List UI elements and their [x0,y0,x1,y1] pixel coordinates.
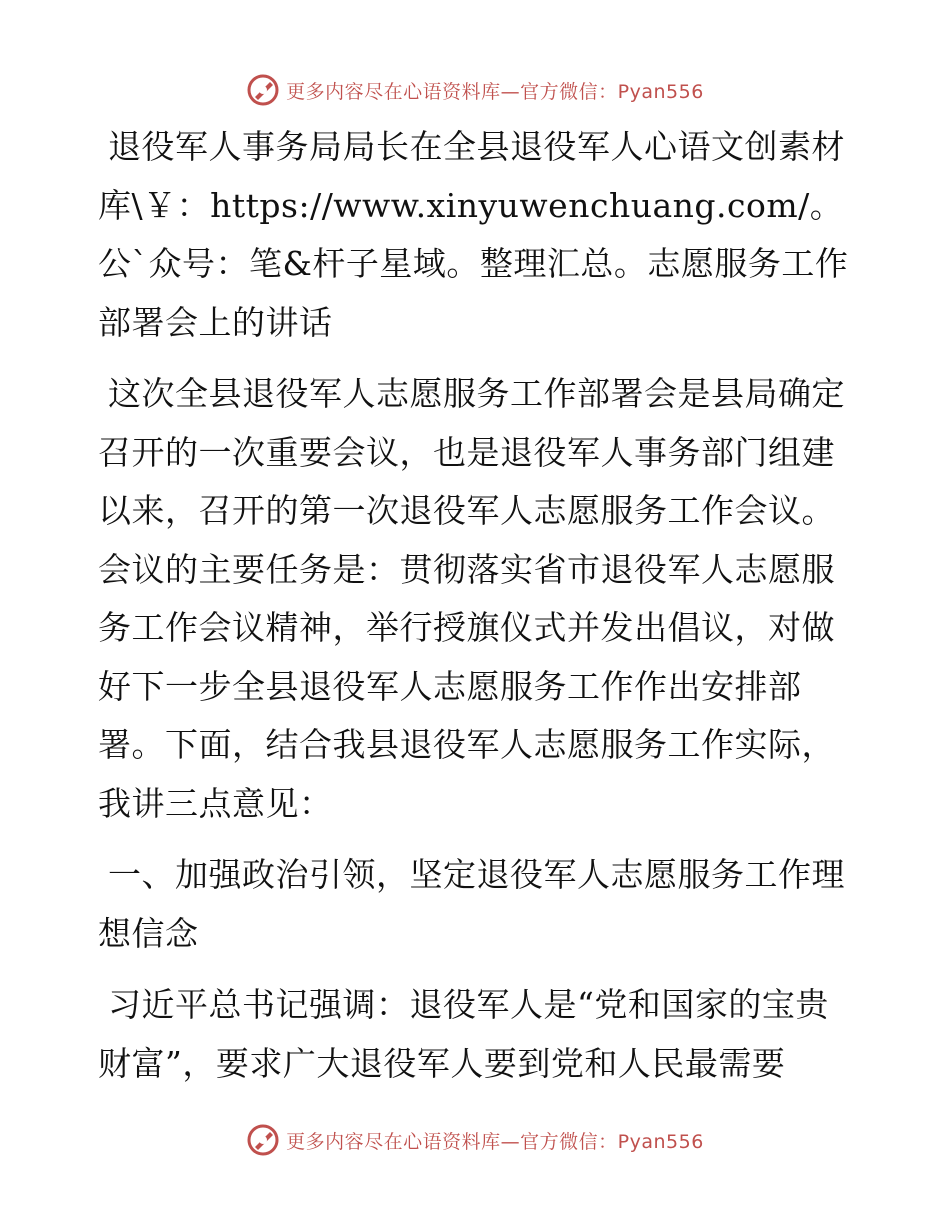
body-paragraph: 习近平总书记强调：退役军人是“党和国家的宝贵财富”，要求广大退役军人要到党和人民最需要 [98,985,829,1083]
header-banner-text: 更多内容尽在心语资料库—官方微信：Pyan556 [286,80,704,103]
footer-banner-text: 更多内容尽在心语资料库—官方微信：Pyan556 [286,1130,704,1153]
body-paragraph: 这次全县退役军人志愿服务工作部署会是县局确定召开的一次重要会议，也是退役军人事务部门组建以来，召开的第一次退役军人志愿服务工作会议。会议的主要任务是：贯彻落实省市退役军人志愿服务工作会议精神，举行授旗仪式并发出倡议，对做好下一步全县退役军人志愿服务工作作出安排部署。下面，结合我县退役军人志愿服务工作实际，我讲三点意见： [98,374,845,823]
brush-pen-logo-icon [246,1123,280,1157]
footer-watermark-banner [0,1120,950,1160]
brush-pen-logo-icon [246,73,280,107]
section-heading: 一、加强政治引领，坚定退役军人志愿服务工作理想信念 [98,855,845,953]
header-watermark-banner [0,70,950,110]
document-title-paragraph: 退役军人事务局局长在全县退役军人心语文创素材库\￥：https://www.xinyuwenchuang.com/。公`众号：笔&杆子星域。整理汇总。志愿服务工作部署会上的讲话 [98,127,849,342]
document-body [98,118,850,1106]
